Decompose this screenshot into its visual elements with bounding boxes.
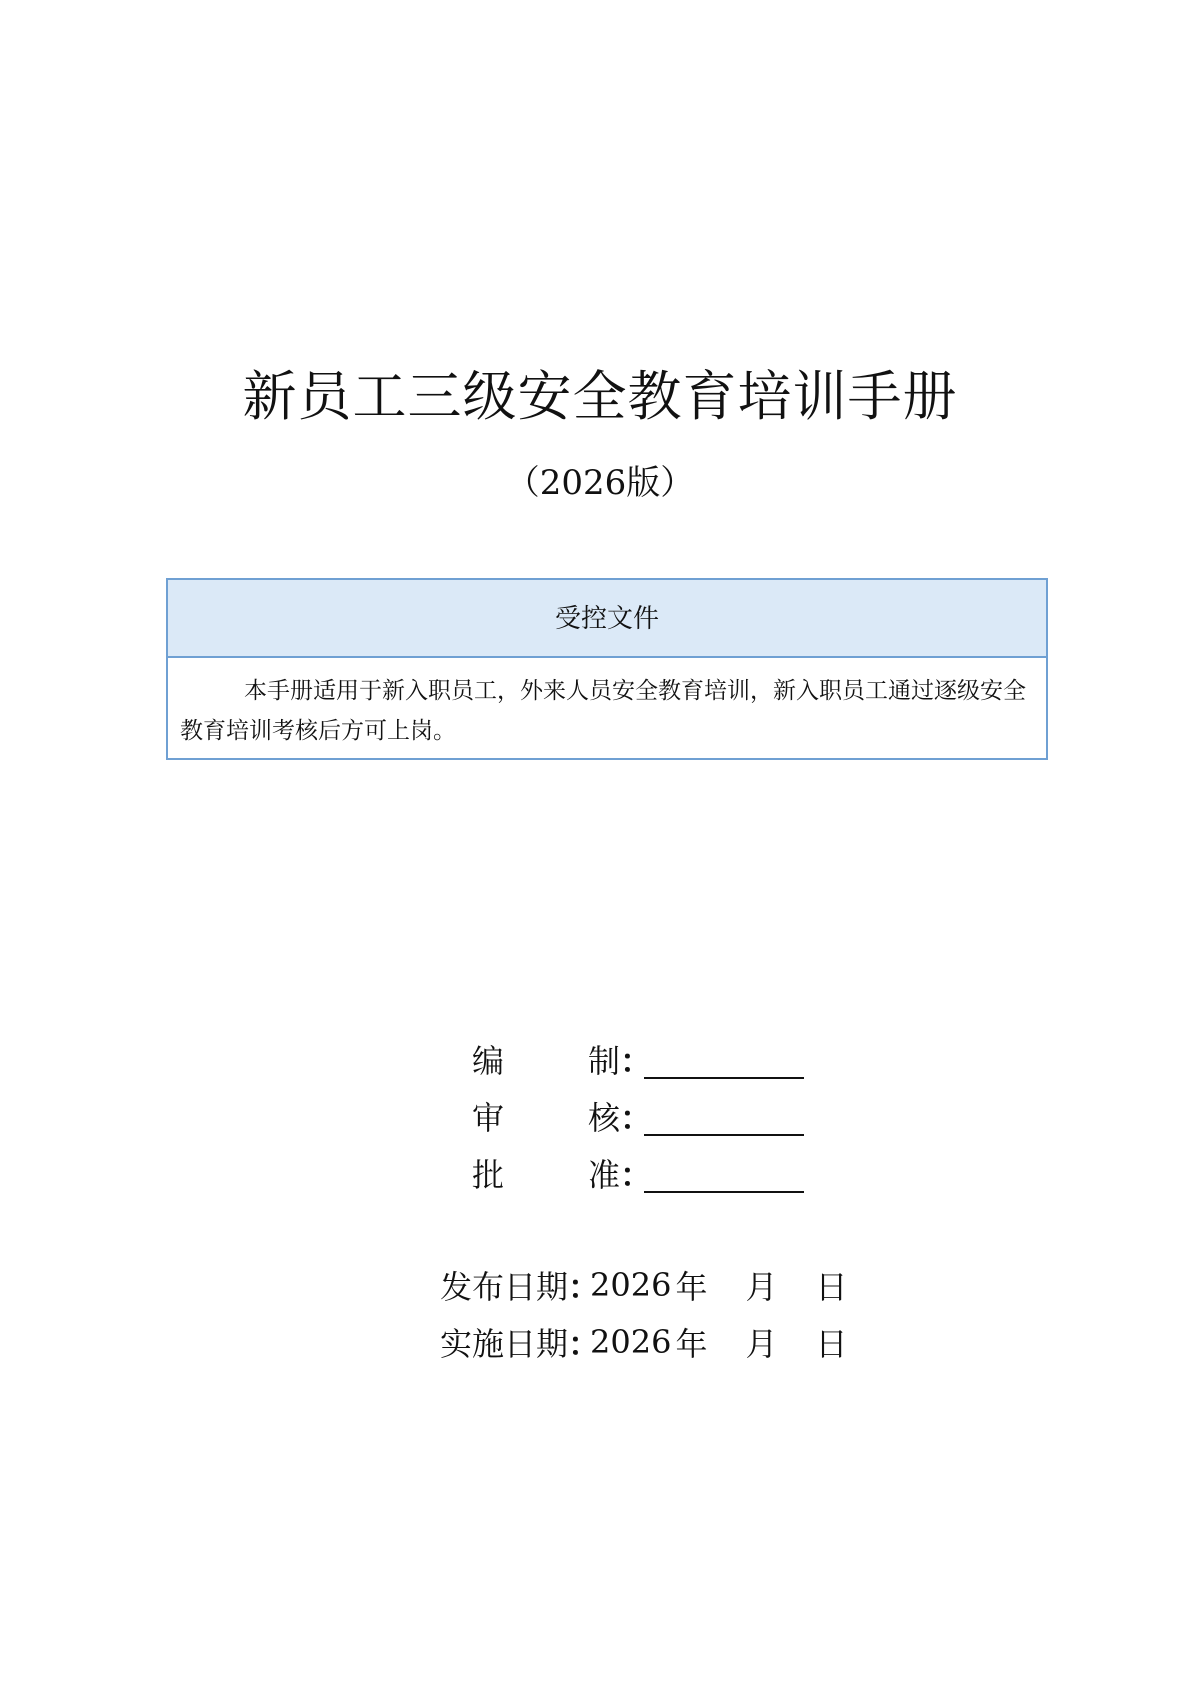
signature-label-char: 准 [587, 1155, 620, 1194]
signature-label-char: 编 [472, 1041, 505, 1080]
signature-colon: ： [620, 1155, 653, 1194]
date-year: 2026 [590, 1322, 672, 1361]
signature-label [472, 1150, 620, 1196]
date-year-unit: 年 [675, 1324, 708, 1363]
signature-row-approved [472, 1144, 832, 1201]
date-colon: ： [568, 1267, 601, 1306]
controlled-document-box [166, 578, 1048, 760]
signature-label [472, 1036, 620, 1082]
signature-blank-approved[interactable] [644, 1153, 804, 1193]
date-colon: ： [568, 1324, 601, 1363]
signature-blank-reviewed[interactable] [644, 1096, 804, 1136]
date-year: 2026 [590, 1265, 672, 1304]
date-block [440, 1256, 900, 1370]
date-month-unit: 月 [745, 1324, 778, 1363]
date-day-unit: 日 [815, 1324, 848, 1363]
date-row-effective [440, 1313, 900, 1370]
signature-label-char: 批 [472, 1155, 505, 1194]
controlled-document-header: 受控文件 [168, 580, 1046, 658]
signature-colon: ： [620, 1098, 653, 1137]
signature-label-char: 核 [587, 1098, 620, 1137]
signature-label [472, 1093, 620, 1139]
signature-colon: ： [620, 1041, 653, 1080]
signature-row-compiled [472, 1030, 832, 1087]
signature-label-char: 制 [587, 1041, 620, 1080]
date-row-publish [440, 1256, 900, 1313]
date-year-unit: 年 [675, 1267, 708, 1306]
signature-blank-compiled[interactable] [644, 1039, 804, 1079]
signature-label-char: 审 [472, 1098, 505, 1137]
date-day-unit: 日 [815, 1267, 848, 1306]
controlled-document-description: 本手册适用于新入职员工，外来人员安全教育培训，新入职员工通过逐级安全教育培训考核后方可上岗。 [180, 678, 1026, 744]
signature-row-reviewed [472, 1087, 832, 1144]
document-title: 新员工三级安全教育培训手册 [242, 365, 958, 428]
date-label: 实施日期 [440, 1324, 569, 1363]
signature-block [472, 1030, 832, 1201]
document-edition: （2026版） [505, 463, 695, 503]
date-month-unit: 月 [745, 1267, 778, 1306]
date-label: 发布日期 [440, 1267, 569, 1306]
